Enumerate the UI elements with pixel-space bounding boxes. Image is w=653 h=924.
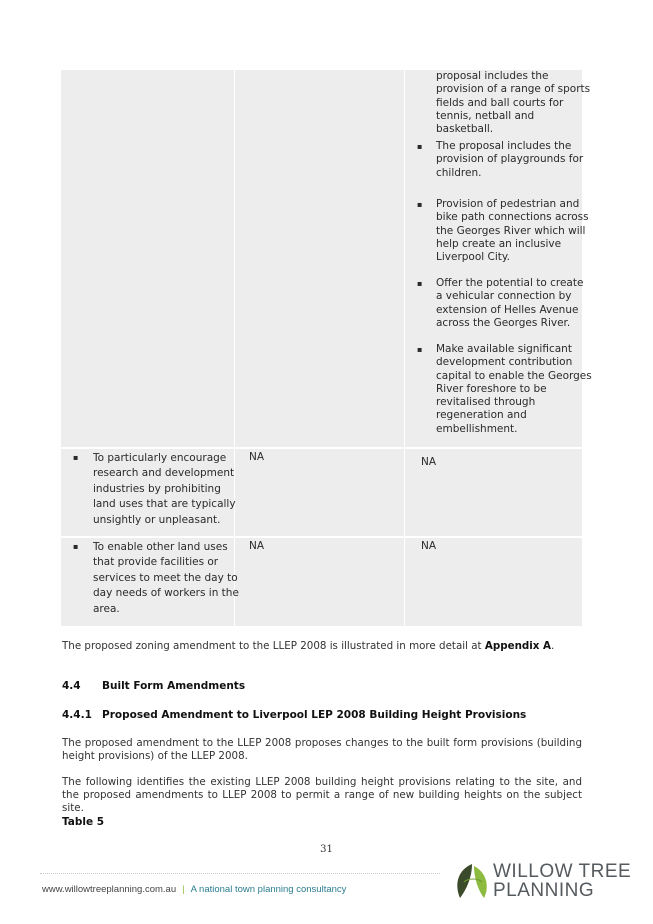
- page-number: 31: [320, 844, 333, 855]
- objective-text: To enable other land uses that provide facilities or services to meet the day to day needs of workers in the area.: [93, 541, 239, 615]
- justification-bullet: Make available significant development contribution capital to enable the Georges River foreshore to be revitalised through regeneration and embellishment.: [436, 343, 592, 435]
- footer-divider: [40, 873, 440, 874]
- justification-bullet: Provision of pedestrian and bike path connections across the Georges River which will help create an inclusive Liverpool City.: [436, 198, 589, 264]
- justification-bullet: The proposal includes the provision of playgrounds for children.: [436, 140, 584, 179]
- footer-separator: |: [182, 884, 185, 895]
- row-divider: [61, 447, 582, 449]
- consistency-value: NA: [249, 540, 265, 552]
- section-heading: 4.4 Built Form Amendments: [62, 680, 246, 692]
- building-height-paragraph: The following identifies the existing LLEP 2008 building height provisions relating to the site, and the proposed amendments to LLEP 2008 to permit a range of new building heights on the subject site.: [62, 776, 582, 814]
- justification-bullet: Offer the potential to create a vehicular connection by extension of Helles Avenue across the Georges River.: [436, 277, 584, 329]
- logo-text-line1: WILLOW TREE: [493, 861, 632, 882]
- justification-value: NA: [421, 456, 437, 468]
- footer-text: [42, 884, 346, 895]
- subsection-heading: 4.4.1 Proposed Amendment to Liverpool LEP 2008 Building Height Provisions: [62, 709, 527, 721]
- bullet-icon: ▪: [417, 345, 423, 354]
- logo-text-line2: PLANNING: [493, 880, 595, 901]
- bullet-icon: ▪: [417, 200, 423, 209]
- website-link[interactable]: www.willowtreeplanning.com.au: [42, 884, 177, 895]
- table-label: Table 5: [62, 816, 105, 828]
- footer-tagline: A national town planning consultancy: [190, 884, 347, 895]
- justification-value: NA: [421, 540, 437, 552]
- objective-text: To particularly encourage research and development industries by prohibiting land uses that are typically unsightly or unpleasant.: [93, 452, 236, 526]
- row-divider: [61, 536, 582, 538]
- bullet-icon: ▪: [417, 279, 423, 288]
- bullet-icon: ▪: [73, 542, 79, 551]
- bullet-icon: ▪: [73, 453, 79, 462]
- built-form-paragraph: The proposed amendment to the LLEP 2008 proposes changes to the built form provisions (building height provisions) of the LLEP 2008.: [62, 737, 582, 762]
- justification-paragraph: proposal includes the provision of a range of sports fields and ball courts for tennis, netball and basketball.: [436, 70, 591, 136]
- bullet-icon: ▪: [417, 142, 423, 151]
- appendix-link-text: Appendix A: [484, 640, 551, 652]
- consistency-value: NA: [249, 451, 265, 463]
- appendix-reference-paragraph: The proposed zoning amendment to the LLEP 2008 is illustrated in more detail at Appendix A.: [62, 640, 555, 652]
